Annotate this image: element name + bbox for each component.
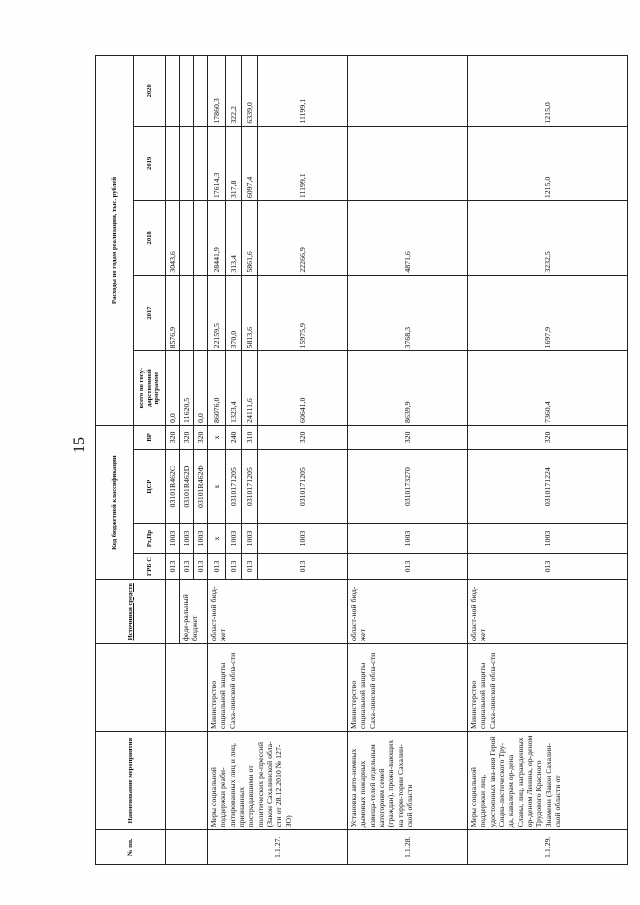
row-executor: Министерство социальной защиты Саха-линской обла-сти [348,644,468,732]
header-grbs: ГРБ С [134,553,166,580]
cell-rzpr: 1003 [226,524,242,553]
cell-csr: 0310173270 [348,449,468,524]
cell-grbs: 013 [348,553,468,580]
table-header-row [96,56,134,865]
cell-2020: 322,2 [226,56,242,127]
header-expenses: Расходы по годам реализации, тыс. рублей [96,56,134,426]
header-2018: 2018 [134,201,166,276]
cell-2017: 22159,5 [208,275,226,351]
cell-2017: 15975,9 [258,275,348,351]
cell-2020 [180,56,194,127]
cell-2019 [194,126,208,201]
cell-grbs: 013 [226,553,242,580]
header-2019: 2019 [134,126,166,201]
cell-2019: 1215,0 [468,126,628,201]
cell-rzpr: 1003 [180,524,194,553]
cell-2019: 317,8 [226,126,242,201]
row-executor: Министерство социальной защиты Саха-линской обла-сти [208,644,348,732]
row-source: област-ной бюд-жет [468,580,628,644]
header-source: Источники средств [96,580,166,644]
row-executor: Министерство социальной защиты Саха-линской обла-сти [468,644,628,732]
cell-total: 7360,4 [468,351,628,426]
cell-2017: 1697,9 [468,275,628,351]
cell-2017: 8576,9 [166,275,180,351]
row-source: област-ной бюд-жет [348,580,468,644]
cell-2020: 1215,0 [468,56,628,127]
header-2017: 2017 [134,275,166,351]
row-source [166,580,180,644]
page-number: 15 [71,437,88,453]
cell-vr: 310 [242,425,258,449]
cell-rzpr: 1003 [468,524,628,553]
cell-2020: 17860,3 [208,56,226,127]
cell-2017: 5813,6 [242,275,258,351]
cell-vr: х [208,425,226,449]
cell-2019 [180,126,194,201]
cell-grbs: 013 [258,553,348,580]
cell-2019: 17614,3 [208,126,226,201]
cell-vr: 320 [258,425,348,449]
cell-2018: 3232,5 [468,201,628,276]
row-num: 1.1.28. [348,830,468,865]
cell-total: 24111,6 [242,351,258,426]
cell-grbs: 013 [166,553,180,580]
header-executor [96,644,166,732]
cell-rzpr: 1003 [166,524,180,553]
row-name: Установка авто-номных дымовых пожарных извеща-телей отдельным категориям семей (граждан), прожи-вающих на терри-тории Сахалин-ской области [348,731,468,829]
cell-csr: х [208,449,226,524]
cell-2018 [194,201,208,276]
cell-vr: 320 [194,425,208,449]
cell-2018: 5861,6 [242,201,258,276]
cell-total: 11620,5 [180,351,194,426]
header-rzpr: Рз,Пр [134,524,166,553]
cell-vr: 320 [180,425,194,449]
cell-rzpr: 1003 [258,524,348,553]
cell-2018: 3043,6 [166,201,180,276]
header-num: № пп. [96,830,166,865]
table-row [468,56,628,865]
row-executor [166,644,208,732]
cell-total: 0,0 [166,351,180,426]
row-source: феде-ральный бюджет [180,580,208,644]
cell-2017: 3768,3 [348,275,468,351]
cell-2020: 6339,0 [242,56,258,127]
cell-total: 8639,9 [348,351,468,426]
cell-2020: 11199,1 [258,56,348,127]
row-num: 1.1.27. [208,830,348,865]
row-name: Меры социальной поддержки лиц, удостоенных зва-ния Герой Социа-листического Тру-да, кавалерам ор-дена Славы, лиц, награжденных ор-деном Ленина, ор-деном Трудового Красного Знамени (Закон Сахалин-ской области от [468,731,628,829]
cell-grbs: 013 [180,553,194,580]
cell-2018 [180,201,194,276]
cell-rzpr: 1003 [348,524,468,553]
cell-csr: 0310171205 [226,449,242,524]
cell-rzpr: х [208,524,226,553]
cell-2017 [180,275,194,351]
cell-2019 [166,126,180,201]
cell-csr: 03101R462C [166,449,180,524]
cell-total: 1323,4 [226,351,242,426]
cell-2020 [194,56,208,127]
cell-csr: 0310171205 [258,449,348,524]
cell-vr: 240 [226,425,242,449]
header-2020: 2020 [134,56,166,127]
cell-csr: 03101R462Ф [194,449,208,524]
budget-table [95,55,628,865]
header-csr: ЦСР [134,449,166,524]
cell-total: 86076,0 [208,351,226,426]
cell-2020 [348,56,468,127]
cell-csr: 0310171205 [242,449,258,524]
cell-rzpr: 1003 [194,524,208,553]
cell-grbs: 013 [468,553,628,580]
cell-2017 [194,275,208,351]
row-name: Меры социальной поддержки реаби-литированных лиц и лиц, признанных пострадавшими от политических ре-прессий (Закон Сахалинской обла-сти от 28.12.2010 № 127-ЗО) [208,731,348,829]
table-row [348,56,468,865]
cell-total: 60641,0 [258,351,348,426]
cell-2018: 313,4 [226,201,242,276]
header-vr: ВР [134,425,166,449]
cell-grbs: 013 [208,553,226,580]
cell-2019: 11199,1 [258,126,348,201]
cell-vr: 320 [166,425,180,449]
cell-grbs: 013 [242,553,258,580]
table-row [208,56,226,865]
cell-rzpr: 1003 [242,524,258,553]
cell-2018: 28441,9 [208,201,226,276]
cell-vr: 320 [468,425,628,449]
row-num: 1.1.29. [468,830,628,865]
header-total: всего по госу-дарственной программе [134,351,166,426]
row-name [166,731,208,829]
cell-grbs: 013 [194,553,208,580]
header-name: Наименование мероприятия [96,731,166,829]
cell-csr: 03101R462D [180,449,194,524]
row-num [166,830,208,865]
cell-2018: 22266,9 [258,201,348,276]
row-source: област-ной бюд-жет [208,580,348,644]
cell-total: 0,0 [194,351,208,426]
cell-2020 [166,56,180,127]
cell-csr: 0310171224 [468,449,628,524]
cell-2019: 6097,4 [242,126,258,201]
cell-vr: 320 [348,425,468,449]
header-kbk: Код бюджетной классификации [96,425,134,579]
cell-2017: 370,0 [226,275,242,351]
table-row [166,56,180,865]
cell-2018: 4871,6 [348,201,468,276]
cell-2019 [348,126,468,201]
